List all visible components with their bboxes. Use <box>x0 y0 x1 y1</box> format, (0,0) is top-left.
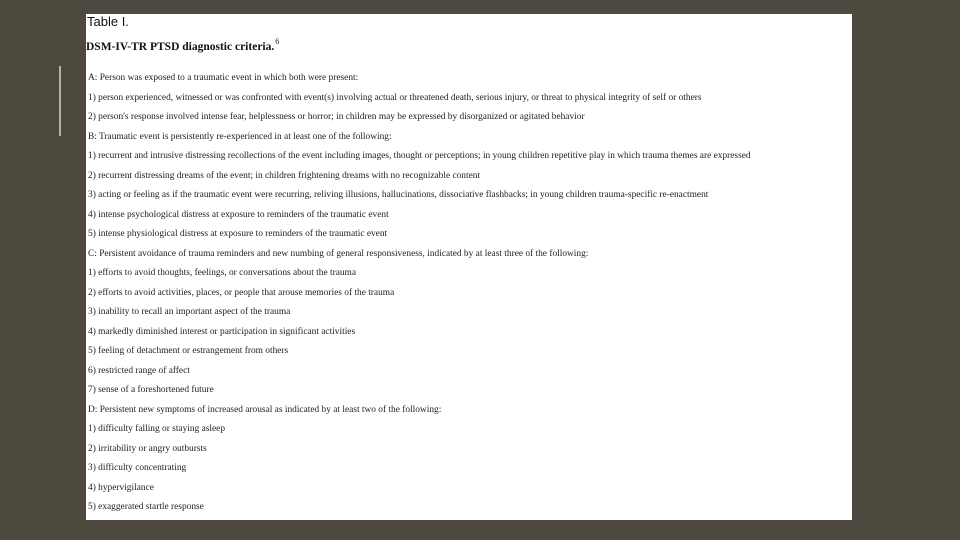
criteria-row: 2) irritability or angry outbursts <box>88 443 207 454</box>
criteria-row: 4) intense psychological distress at exposure to reminders of the traumatic event <box>88 209 389 220</box>
criteria-row: 4) hypervigilance <box>88 482 154 493</box>
criteria-row: 1) efforts to avoid thoughts, feelings, or conversations about the trauma <box>88 268 356 278</box>
criteria-row: D: Persistent new symptoms of increased arousal as indicated by at least two of the following: <box>88 404 442 415</box>
criteria-row: 5) exaggerated startle response <box>88 502 204 512</box>
criteria-row: 3) acting or feeling as if the traumatic event were recurring, reliving illusions, hallucinations, dissociative flashbacks; in young children trauma-specific re-enactment <box>88 190 709 200</box>
caption-reference: 6 <box>275 37 280 46</box>
criteria-row: 6) restricted range of affect <box>88 365 190 376</box>
criteria-row: 3) difficulty concentrating <box>88 463 187 473</box>
criteria-row: 3) inability to recall an important aspect of the trauma <box>88 307 291 317</box>
table-image <box>86 14 852 520</box>
criteria-row: C: Persistent avoidance of trauma reminders and new numbing of general responsiveness, indicated by at least three of the following: <box>88 248 589 259</box>
criteria-row: 1) recurrent and intrusive distressing recollections of the event including images, thought or perceptions; in young children repetitive play in which trauma themes are expressed <box>88 151 751 161</box>
slide-accent-bar <box>59 66 61 136</box>
criteria-row: 2) person's response involved intense fear, helplessness or horror; in children may be expressed by disorganized or agitated behavior <box>88 112 585 122</box>
criteria-row: 7) sense of a foreshortened future <box>88 385 214 395</box>
criteria-row: B: Traumatic event is persistently re-experienced in at least one of the following: <box>88 131 392 142</box>
table-caption-text: DSM-IV-TR PTSD diagnostic criteria. <box>86 41 275 53</box>
criteria-row: 1) person experienced, witnessed or was confronted with event(s) involving actual or threatened death, serious injury, or threat to physical integrity of self or others <box>88 92 702 103</box>
criteria-row: 5) feeling of detachment or estrangement from others <box>88 346 289 356</box>
criteria-row: 2) efforts to avoid activities, places, or people that arouse memories of the trauma <box>88 287 395 298</box>
criteria-row: 4) markedly diminished interest or participation in significant activities <box>88 326 356 337</box>
criteria-list <box>88 72 751 520</box>
table-caption <box>86 37 279 53</box>
table-label: Table I. <box>87 14 129 29</box>
criteria-row: 5) intense physiological distress at exposure to reminders of the traumatic event <box>88 229 388 239</box>
criteria-row: 1) difficulty falling or staying asleep <box>88 424 226 434</box>
criteria-row: 2) recurrent distressing dreams of the event; in children frightening dreams with no recognizable content <box>88 170 481 181</box>
criteria-row: A: Person was exposed to a traumatic event in which both were present: <box>88 73 359 83</box>
